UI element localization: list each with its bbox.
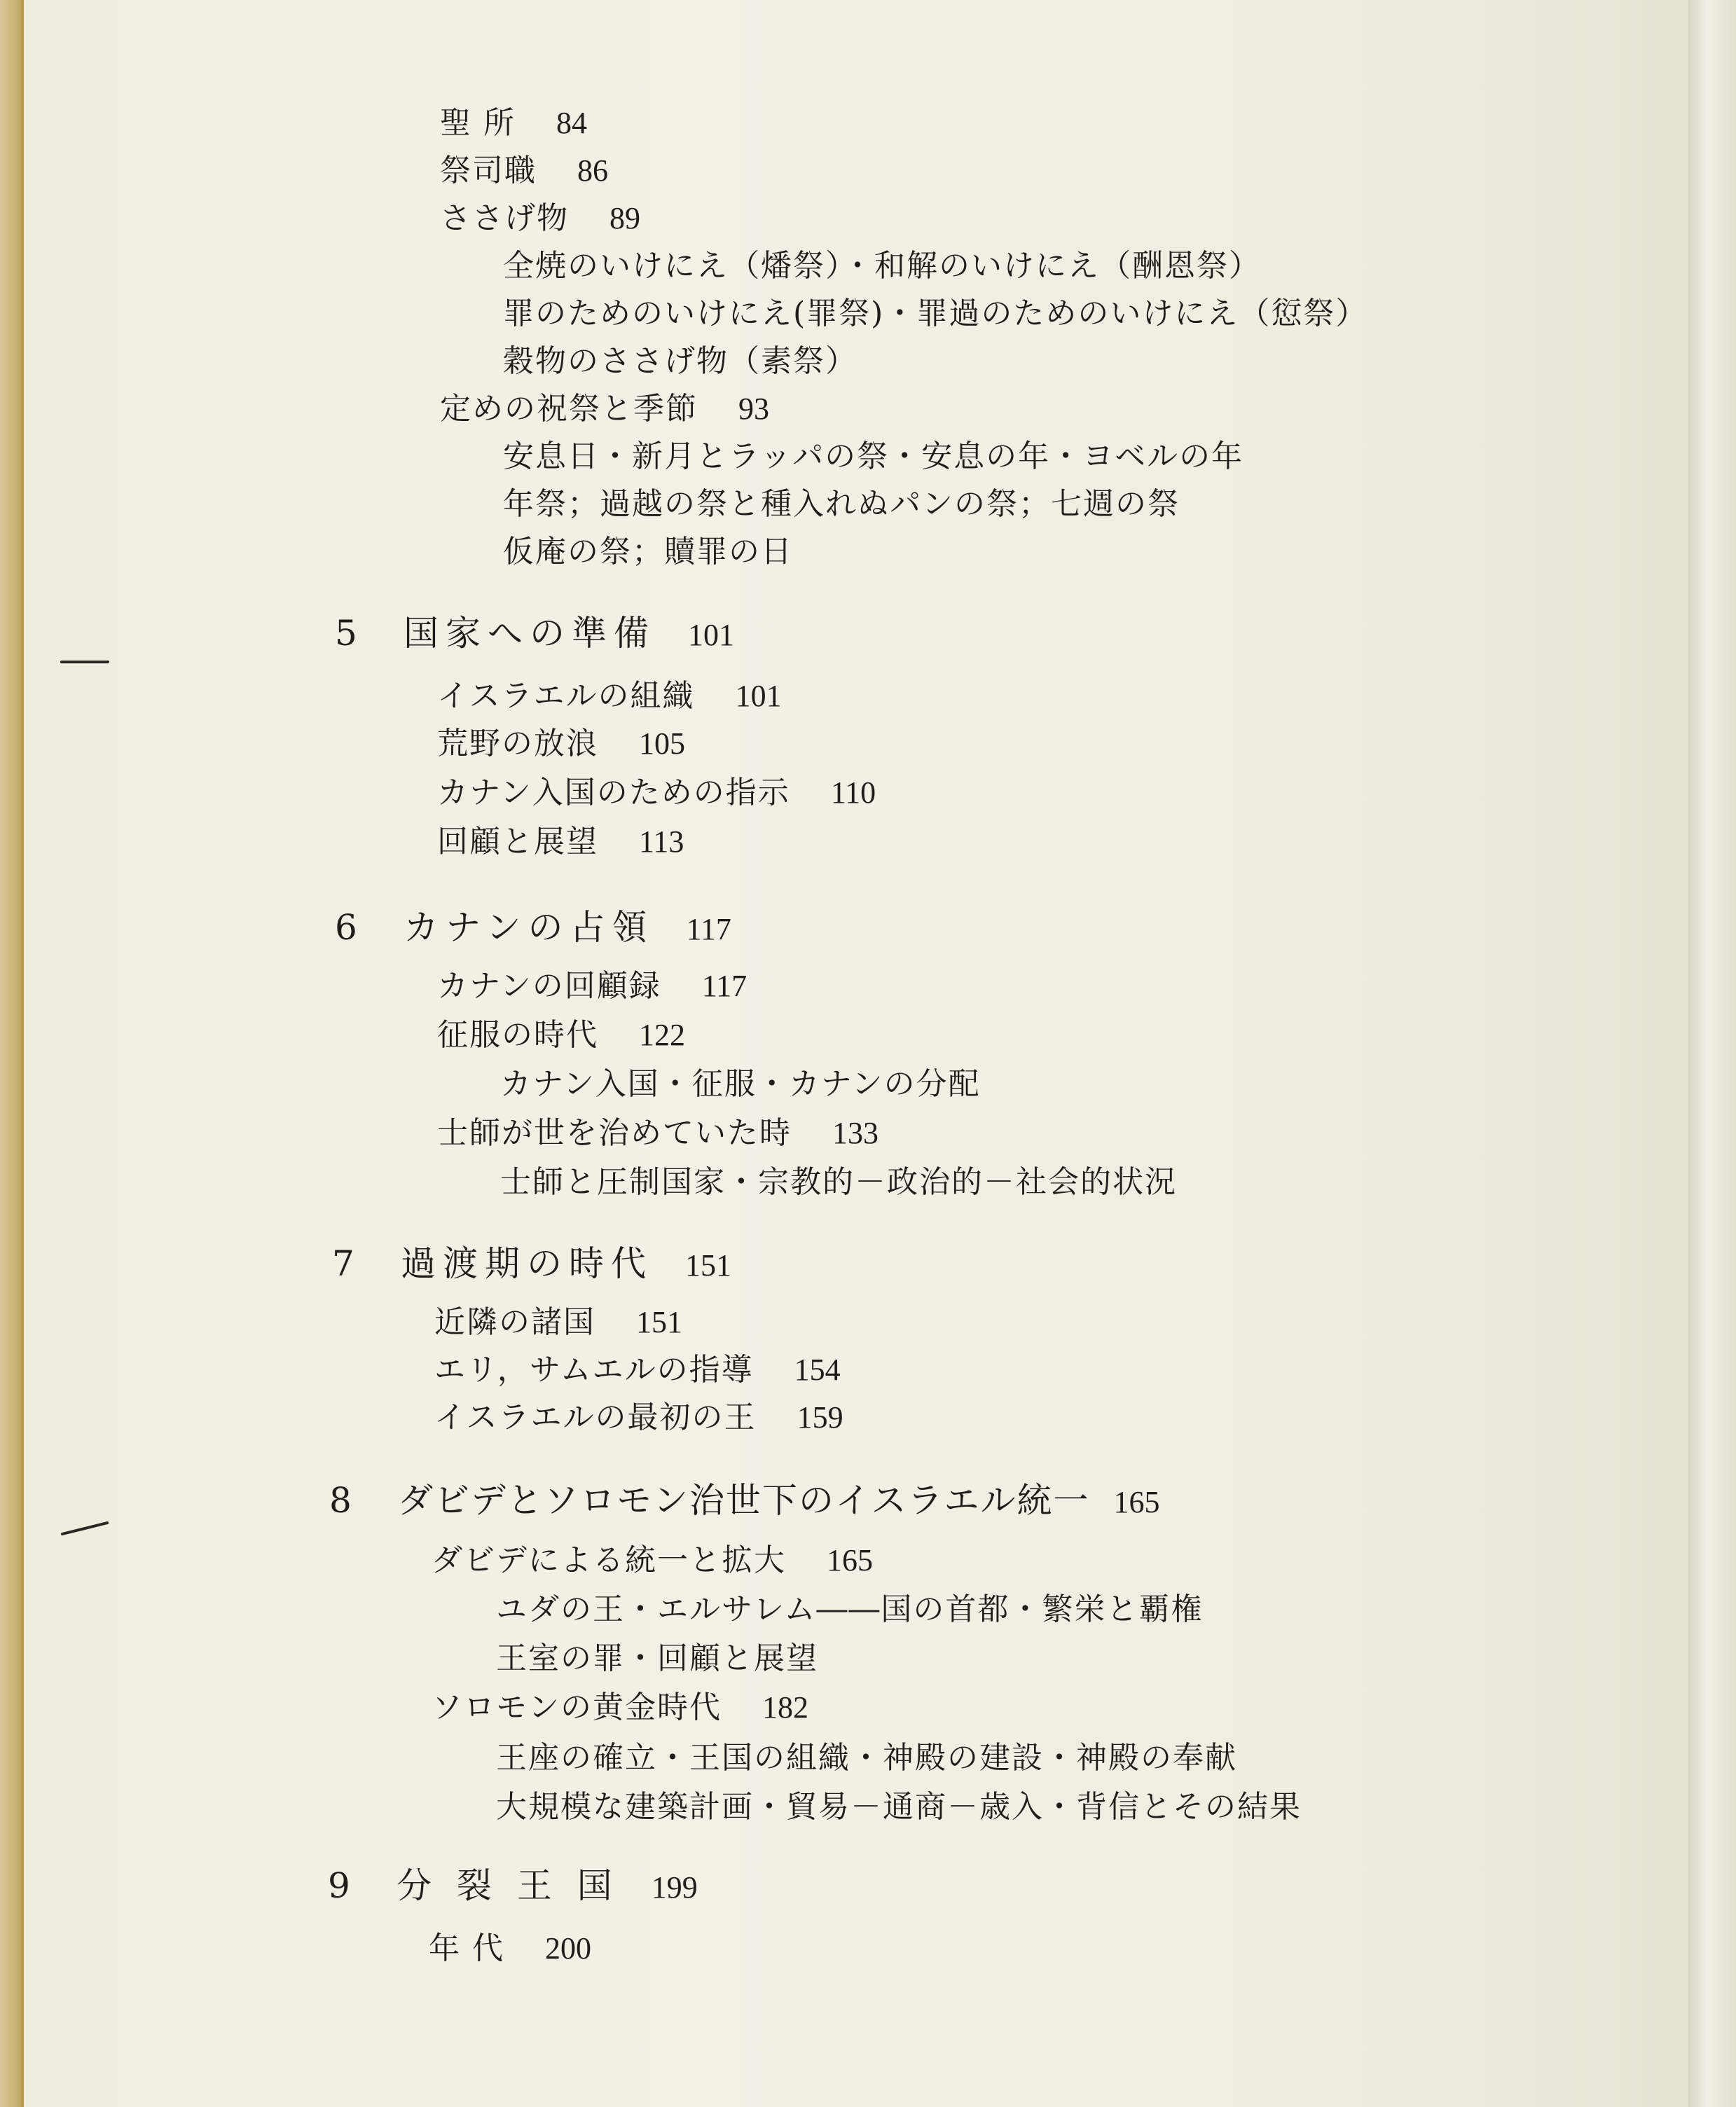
toc-entry: 士師が世を治めていた時 133 <box>437 1115 879 1151</box>
toc-subtopic: カナン入国・征服・カナンの分配 <box>500 1066 981 1102</box>
toc-entry: 定めの祝祭と季節 93 <box>440 391 769 427</box>
chapter-heading: 5 国家への準備 101 <box>335 613 734 654</box>
toc-entry: 年 代 200 <box>429 1930 591 1966</box>
toc-entry: 近隣の諸国 151 <box>434 1304 682 1340</box>
page-gutter <box>1688 0 1736 2107</box>
toc-subtopic: 年祭；過越の祭と種入れぬパンの祭；七週の祭 <box>503 486 1180 522</box>
toc-subtopic: 全焼のいけにえ（燔祭）・和解のいけにえ（酬恩祭） <box>503 248 1261 284</box>
chapter-heading: 8 ダビデとソロモン治世下のイスラエル統一 165 <box>329 1480 1160 1521</box>
toc-entry: カナン入国のための指示 110 <box>437 775 876 810</box>
toc-entry: ささげ物 89 <box>440 200 640 236</box>
toc-entry: エリ，サムエルの指導 154 <box>434 1352 841 1388</box>
toc-entry: ソロモンの黄金時代 182 <box>432 1690 808 1725</box>
toc-subtopic: 罪のためのいけにえ(罪祭)・罪過のためのいけにえ（愆祭） <box>503 296 1368 331</box>
chapter-heading: 7 過渡期の時代 151 <box>332 1243 731 1284</box>
toc-entry: カナンの回顧録 117 <box>437 968 748 1004</box>
toc-entry: イスラエルの組織 101 <box>437 678 782 714</box>
toc-subtopic: 王座の確立・王国の組織・神殿の建設・神殿の奉献 <box>496 1740 1237 1776</box>
toc-subtopic: 士師と圧制国家・宗教的－政治的－社会的状況 <box>500 1164 1177 1200</box>
toc-entry: 征服の時代 122 <box>437 1017 685 1053</box>
toc-subtopic: 安息日・新月とラッパの祭・安息の年・ヨベルの年 <box>503 438 1244 474</box>
toc-entry: ダビデによる統一と拡大 165 <box>432 1542 873 1578</box>
toc-subtopic: 大規模な建築計画・貿易－通商－歳入・背信とその結果 <box>496 1789 1302 1825</box>
toc-subtopic: ユダの王・エルサレム――国の首都・繁栄と覇権 <box>496 1591 1204 1627</box>
toc-entry: 祭司職 86 <box>440 153 608 188</box>
toc-subtopic: 仮庵の祭；贖罪の日 <box>503 534 793 569</box>
chapter-heading: 6 カナンの占領 117 <box>335 907 731 948</box>
toc-subtopic: 王室の罪・回顧と展望 <box>496 1640 818 1676</box>
toc-entry: 回顧と展望 113 <box>437 824 684 859</box>
toc-entry: 荒野の放浪 105 <box>437 726 685 761</box>
toc-subtopic: 穀物のささげ物（素祭） <box>503 343 857 379</box>
toc-entry: イスラエルの最初の王 159 <box>434 1400 843 1435</box>
toc-entry: 聖 所 84 <box>440 105 587 141</box>
chapter-heading: 9 分 裂 王 国 199 <box>328 1865 698 1906</box>
